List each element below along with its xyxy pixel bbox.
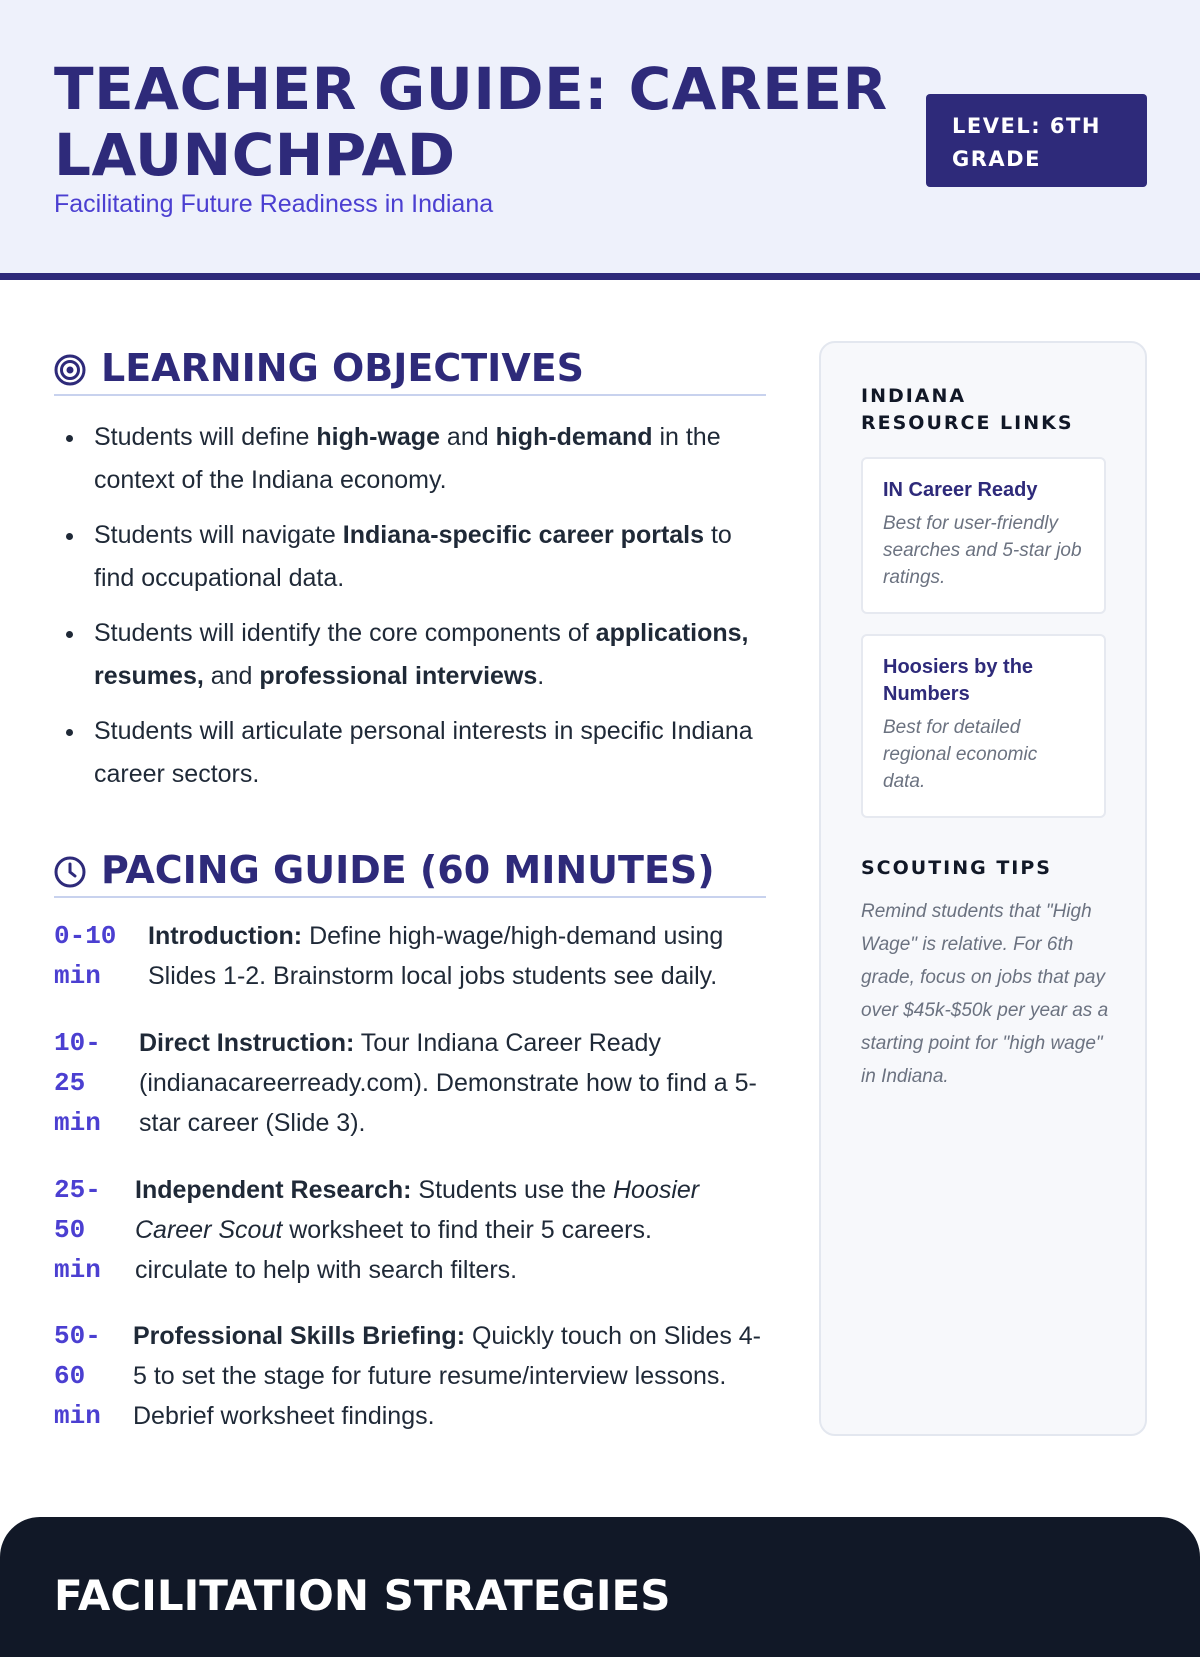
facilitation-heading: FACILITATION STRATEGIES (54, 1571, 671, 1620)
target-icon (54, 354, 86, 391)
objectives-list (54, 416, 766, 808)
resource-description: Best for user-friendly searches and 5-star job ratings. (883, 513, 1082, 588)
pacing-text: Independent Research: Students use the Hoosier Career Scout worksheet to find their 5 careers. circulate to help with search filters. (135, 1176, 700, 1284)
resources-heading: INDIANA RESOURCE LINKS (861, 385, 1074, 434)
facilitation-section (0, 1517, 1200, 1657)
pacing-text: Direct Instruction: Tour Indiana Career Ready (indianacareerready.com). Demonstrate how to find a 5-star career (Slide 3). (139, 1029, 757, 1137)
pacing-text: Introduction: Define high-wage/high-demand using Slides 1-2. Brainstorm local jobs students see daily. (148, 922, 724, 990)
level-badge: LEVEL: 6TH GRADE (926, 94, 1147, 187)
resource-card-hoosiers-by-the-numbers[interactable] (861, 634, 1106, 818)
resource-description: Best for detailed regional economic data. (883, 717, 1038, 792)
resource-title[interactable]: Hoosiers by the Numbers (883, 656, 1034, 705)
resource-title[interactable]: IN Career Ready (883, 479, 1038, 501)
objectives-section-header (54, 346, 766, 396)
objective-item: Students will identify the core components of applications, resumes, and professional interviews. (54, 612, 766, 698)
clock-icon (54, 856, 86, 893)
resource-card-in-career-ready[interactable] (861, 457, 1106, 614)
scouting-tips-heading: SCOUTING TIPS (861, 857, 1052, 879)
page-subtitle: Facilitating Future Readiness in Indiana (54, 190, 494, 218)
page-header (0, 0, 1200, 280)
scouting-tips-text: Remind students that "High Wage" is relative. For 6th grade, focus on jobs that pay over $45k-$50k per year as a starting point for "high wage" in Indiana. (861, 901, 1109, 1087)
pacing-time: 10- 25 min (54, 1028, 101, 1138)
pacing-time: 50- 60 min (54, 1321, 101, 1431)
pacing-text: Professional Skills Briefing: Quickly touch on Slides 4-5 to set the stage for future resume/interview lessons. Debrief worksheet findings. (133, 1322, 762, 1430)
pacing-section-header (54, 848, 766, 898)
resource-sidebar (819, 341, 1147, 1436)
objective-item: Students will articulate personal interests in specific Indiana career sectors. (54, 710, 766, 796)
pacing-time: 0-10 min (54, 921, 117, 991)
objective-item: Students will navigate Indiana-specific career portals to find occupational data. (54, 514, 766, 600)
pacing-time: 25- 50 min (54, 1175, 101, 1285)
objective-item: Students will define high-wage and high-demand in the context of the Indiana economy. (54, 416, 766, 502)
page-title: TEACHER GUIDE: CAREER LAUNCHPAD (54, 55, 888, 189)
objectives-heading: LEARNING OBJECTIVES (101, 346, 585, 390)
pacing-heading: PACING GUIDE (60 MINUTES) (101, 848, 715, 892)
